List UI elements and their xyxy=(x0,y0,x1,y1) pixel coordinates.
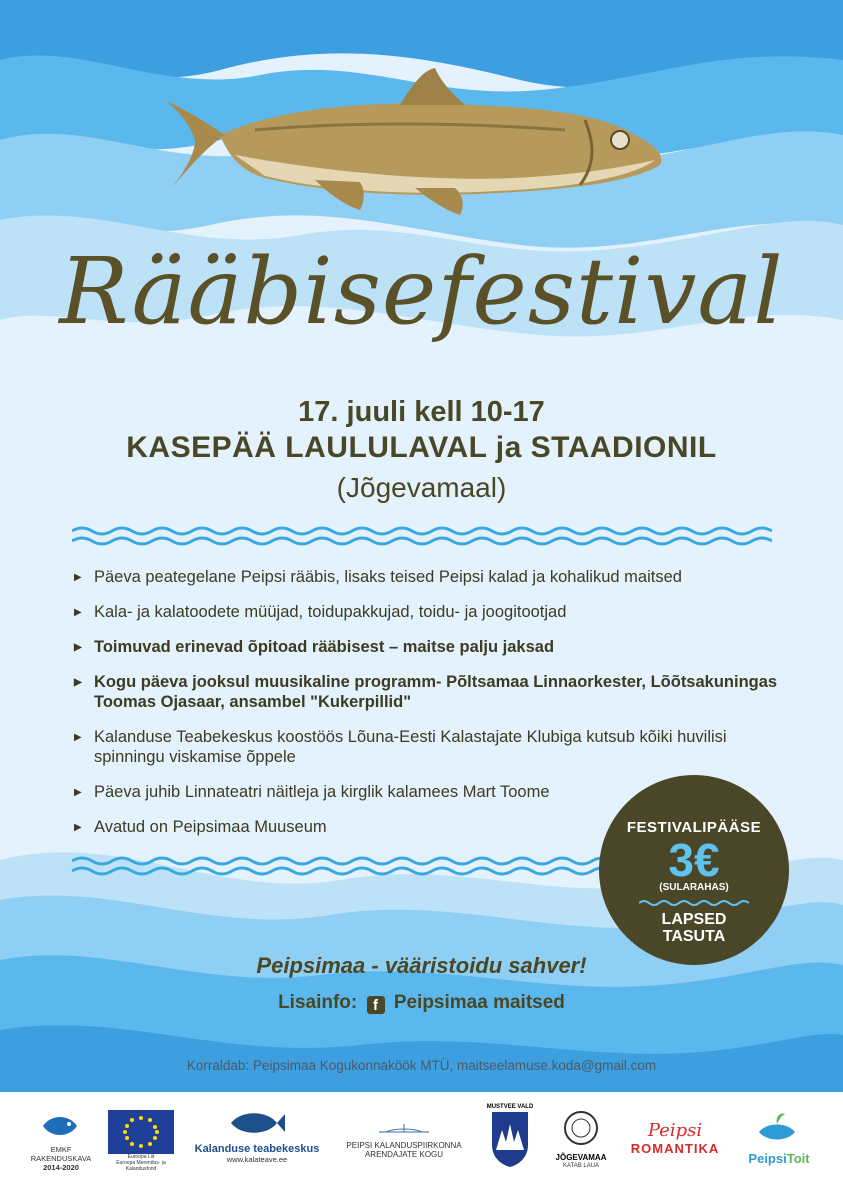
peipsi-toit-logo: PeipsiToit xyxy=(734,1110,824,1166)
bullet-icon: ▶ xyxy=(74,822,82,833)
program-item xyxy=(74,602,794,622)
program-item-text: Kogu päeva jooksul muusikaline programm- Põltsamaa Linnaorkester, Lõõtsakuningas Toomas Ojasaar, ansambel "Kukerpillid" xyxy=(94,673,778,711)
badge-label: FESTIVALIPÄÄSE xyxy=(626,819,762,836)
kalanduse-teabekeskus-logo: Kalanduse teabekeskus www.kalateave.ee xyxy=(192,1108,322,1164)
emkf-logo: EMKF RAKENDUSKAVA 2014-2020 xyxy=(22,1112,100,1172)
event-venue: KASEPÄÄ LAULULAVAL ja STAADIONIL xyxy=(126,431,717,464)
fish-illustration xyxy=(165,60,685,230)
program-item xyxy=(74,727,794,767)
program-item-text: Toimuvad erinevad õpitoad rääbisest – maitse palju jaksad xyxy=(94,638,555,656)
program-item-text: Kalanduse Teabekeskus koostöös Lõuna-Eesti Kalastajate Klubiga kutsub kõiki huvilisi spinningu viskamise õppele xyxy=(94,728,727,766)
program-item-text: Päeva juhib Linnateatri näitleja ja kirglik kalamees Mart Toome xyxy=(94,783,550,801)
slogan: Peipsimaa - vääristoidu sahver! xyxy=(256,953,587,978)
organizer-text: Korraldab: Peipsimaa Kogukonnaköök MTÜ, maitseelamuse.koda@gmail.com xyxy=(186,1058,657,1073)
sponsor-logos-bar xyxy=(0,1092,843,1192)
wave-divider-top xyxy=(72,525,772,547)
info-label: Lisainfo: xyxy=(278,992,358,1013)
jogevamaa-logo: JÕGEVAMAA KATAB LAUA xyxy=(550,1108,612,1171)
peipsi-kalanduspiirkonna-logo: PEIPSI KALANDUSPIIRKONNA ARENDAJATE KOGU xyxy=(334,1122,474,1159)
fish-plant-icon xyxy=(755,1110,803,1146)
more-info xyxy=(0,992,843,1014)
fish-logo-icon xyxy=(41,1112,81,1140)
badge-price: 3€ xyxy=(668,834,720,886)
festival-title: Rääbisefestival xyxy=(59,238,784,345)
plate-icon xyxy=(561,1108,601,1148)
ticket-badge xyxy=(599,775,789,965)
program-item xyxy=(74,637,794,657)
program-item-text: Päeva peategelane Peipsi rääbis, lisaks teised Peipsi kalad ja kohalikud maitsed xyxy=(94,568,682,586)
bullet-icon: ▶ xyxy=(74,572,82,583)
mustvee-vald-logo: MUSTVEE VALD xyxy=(486,1104,534,1173)
fish-logo-icon xyxy=(227,1108,287,1138)
event-region: (Jõgevamaal) xyxy=(336,472,507,503)
badge-wave xyxy=(639,899,749,907)
eu-flag-icon xyxy=(108,1110,174,1154)
eu-logo: Euroopa Liit Euroopa Merendus- ja Kalandusfond xyxy=(106,1110,176,1172)
bullet-icon: ▶ xyxy=(74,607,82,618)
wave-divider-bottom xyxy=(72,855,612,877)
event-date: 17. juuli kell 10-17 xyxy=(298,396,545,428)
badge-note: (SULARAHAS) xyxy=(659,882,729,893)
program-item-text: Avatud on Peipsimaa Muuseum xyxy=(94,818,327,836)
program-item-text: Kala- ja kalatoodete müüjad, toidupakkujad, toidu- ja joogitootjad xyxy=(94,603,567,621)
peipsi-romantika-logo: Peipsi ROMANTIKA xyxy=(630,1120,720,1156)
bullet-icon: ▶ xyxy=(74,642,82,653)
bullet-icon: ▶ xyxy=(74,787,82,798)
bullet-icon: ▶ xyxy=(74,732,82,743)
program-item xyxy=(74,672,794,712)
bullet-icon: ▶ xyxy=(74,677,82,688)
facebook-page-link[interactable]: Peipsimaa maitsed xyxy=(393,992,565,1013)
boat-icon xyxy=(374,1122,434,1136)
program-item xyxy=(74,567,794,587)
facebook-icon[interactable]: f xyxy=(367,996,385,1014)
badge-children-free: LAPSED TASUTA xyxy=(661,911,727,945)
coat-of-arms-icon xyxy=(490,1110,530,1168)
